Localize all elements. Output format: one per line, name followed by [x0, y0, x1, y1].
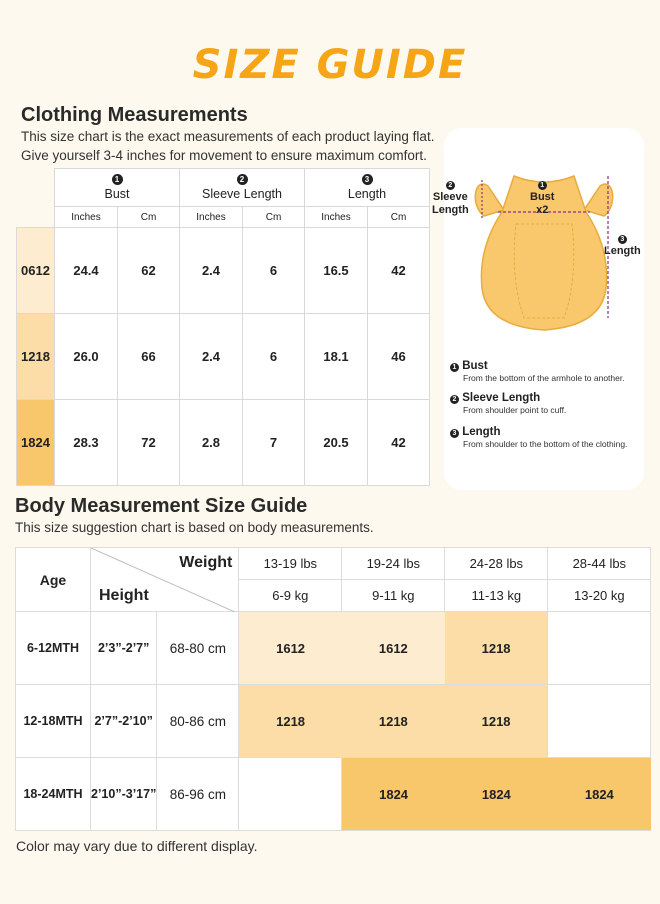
legend-item-length: 3 Length From shoulder to the bottom of the clothing. — [450, 426, 627, 449]
clothing-desc-1: This size chart is the exact measurements of each product laying flat. — [21, 129, 435, 144]
table-cell: 7 — [243, 400, 305, 486]
table-cell: 18.1 — [305, 314, 368, 400]
bust-label: 1 Bust x2 — [530, 182, 555, 216]
height-cm-cell: 86-96 cm — [157, 758, 239, 831]
weight-kg: 9-11 kg — [342, 580, 445, 612]
table-row — [16, 685, 651, 758]
height-in-cell: 2’3”-2’7” — [91, 612, 157, 685]
table-row — [17, 314, 430, 400]
number-badge: 3 — [450, 429, 459, 438]
table-cell: 66 — [118, 314, 180, 400]
weight-lbs: 19-24 lbs — [342, 548, 445, 580]
table-cell: 6 — [243, 228, 305, 314]
table-cell: 20.5 — [305, 400, 368, 486]
weight-lbs: 13-19 lbs — [239, 548, 342, 580]
col-label: Bust — [104, 187, 130, 201]
table-row — [17, 400, 430, 486]
height-in-cell: 2’10”-3’17” — [91, 758, 157, 831]
weight-label: Weight — [179, 554, 233, 571]
body-table — [15, 547, 651, 831]
weight-kg: 6-9 kg — [239, 580, 342, 612]
size-cell: 1218 — [445, 685, 548, 758]
size-label: 1824 — [17, 400, 55, 486]
table-cell: 2.8 — [180, 400, 243, 486]
clothing-table — [16, 168, 430, 486]
number-badge: 2 — [237, 174, 248, 185]
number-badge: 1 — [112, 174, 123, 185]
weight-lbs: 28-44 lbs — [548, 548, 651, 580]
size-cell — [548, 612, 651, 685]
size-cell: 1218 — [445, 612, 548, 685]
col-header-sleeve — [180, 169, 305, 207]
size-cell — [239, 758, 342, 831]
table-row — [17, 228, 430, 314]
table-row — [16, 758, 651, 831]
table-cell: 42 — [368, 228, 430, 314]
unit-header: Cm — [118, 207, 180, 228]
table-cell: 2.4 — [180, 314, 243, 400]
number-badge: 1 — [538, 181, 547, 190]
height-in-cell: 2’7”-2’10” — [91, 685, 157, 758]
table-cell: 46 — [368, 314, 430, 400]
age-cell: 12-18MTH — [16, 685, 91, 758]
table-cell: 72 — [118, 400, 180, 486]
size-cell: 1824 — [342, 758, 445, 831]
number-badge: 2 — [450, 395, 459, 404]
size-cell: 1824 — [445, 758, 548, 831]
size-cell: 1218 — [342, 685, 445, 758]
table-cell: 28.3 — [55, 400, 118, 486]
unit-header: Cm — [368, 207, 430, 228]
page-title: SIZE GUIDE — [192, 42, 468, 88]
weight-kg: 11-13 kg — [445, 580, 548, 612]
table-cell: 24.4 — [55, 228, 118, 314]
table-cell: 2.4 — [180, 228, 243, 314]
weight-kg: 13-20 kg — [548, 580, 651, 612]
legend-item-sleeve: 2 Sleeve Length From shoulder point to cuff. — [450, 392, 566, 415]
table-cell: 16.5 — [305, 228, 368, 314]
size-cell: 1824 — [548, 758, 651, 831]
size-label: 1218 — [17, 314, 55, 400]
table-row — [16, 612, 651, 685]
size-cell — [548, 685, 651, 758]
legend-item-bust: 1 Bust From the bottom of the armhole to another. — [450, 360, 625, 383]
col-label: Length — [347, 187, 387, 201]
table-cell: 6 — [243, 314, 305, 400]
unit-header: Inches — [180, 207, 243, 228]
footer-note: Color may vary due to different display. — [16, 838, 258, 854]
col-header-length — [305, 169, 430, 207]
clothing-desc-2: Give yourself 3-4 inches for movement to ensure maximum comfort. — [21, 148, 427, 163]
height-label: Height — [99, 587, 149, 604]
col-header-bust — [55, 169, 180, 207]
body-desc: This size suggestion chart is based on body measurements. — [15, 520, 374, 535]
col-label: Sleeve Length — [202, 187, 282, 201]
left-sleeve — [475, 184, 504, 216]
number-badge: 2 — [446, 181, 455, 190]
age-cell: 18-24MTH — [16, 758, 91, 831]
number-badge: 3 — [362, 174, 373, 185]
size-cell: 1612 — [239, 612, 342, 685]
number-badge: 1 — [450, 363, 459, 372]
number-badge: 3 — [618, 235, 627, 244]
length-label: 3 Length — [604, 236, 641, 257]
height-cm-cell: 68-80 cm — [157, 612, 239, 685]
height-cm-cell: 80-86 cm — [157, 685, 239, 758]
table-cell: 42 — [368, 400, 430, 486]
clothing-heading: Clothing Measurements — [21, 104, 248, 126]
age-header: Age — [16, 548, 91, 612]
weight-height-header — [91, 548, 239, 612]
body-heading: Body Measurement Size Guide — [15, 495, 308, 517]
table-cell: 62 — [118, 228, 180, 314]
size-cell: 1612 — [342, 612, 445, 685]
table-cell: 26.0 — [55, 314, 118, 400]
age-cell: 6-12MTH — [16, 612, 91, 685]
unit-header: Cm — [243, 207, 305, 228]
unit-header: Inches — [305, 207, 368, 228]
size-label: 0612 — [17, 228, 55, 314]
size-cell: 1218 — [239, 685, 342, 758]
unit-header: Inches — [55, 207, 118, 228]
sleeve-length-label: 2 Sleeve Length — [432, 182, 469, 216]
weight-lbs: 24-28 lbs — [445, 548, 548, 580]
